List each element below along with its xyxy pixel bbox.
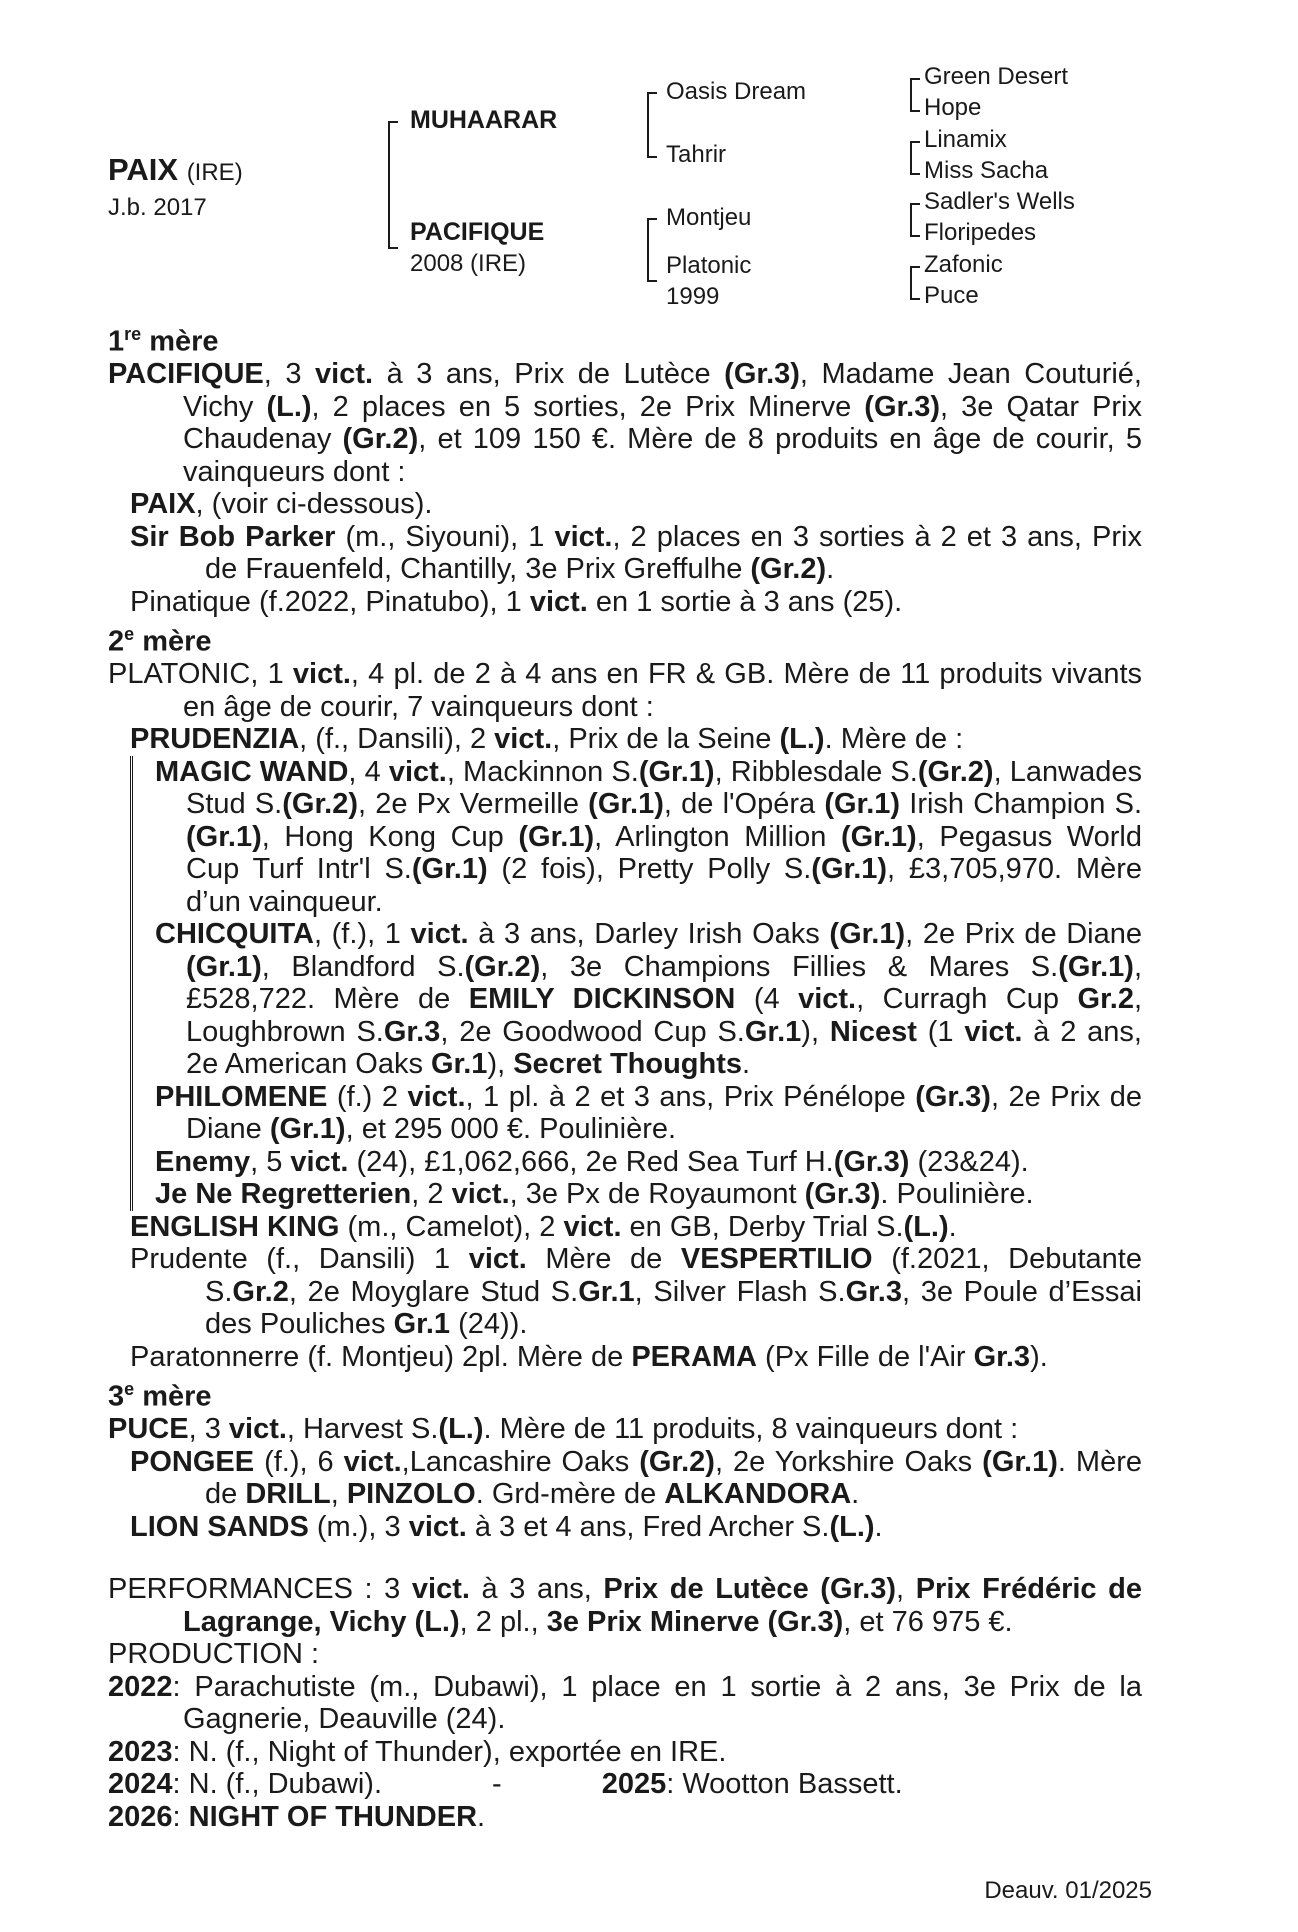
g3-sadlers-wells: Sadler's Wells	[924, 188, 1075, 215]
produce-paratonnerre: Paratonnerre (f. Montjeu) 2pl. Mère de PERAMA (Px Fille de l'Air Gr.3).	[130, 1340, 1048, 1373]
pedigree-bracket-1	[388, 121, 398, 249]
g3-zafonic: Zafonic	[924, 251, 1003, 278]
pedigree-bracket-2a	[647, 92, 657, 158]
produce-prudente: Prudente (f., Dansili) 1 vict. Mère de VESPERTILIO (f.2021, Debutante S.Gr.2, 2e Moyglare Stud S.Gr.1, Silver Flash S.Gr.3, 3e Poule d’Essai des Pouliches Gr.1 (24)).	[130, 1243, 1142, 1341]
pedigree-bracket-3d	[910, 266, 920, 300]
dam-name: PACIFIQUE	[410, 218, 545, 246]
first-dam-heading: 1re mère	[108, 324, 219, 358]
horse-description: J.b. 2017	[108, 194, 207, 221]
third-dam-text: PUCE, 3 vict., Harvest S.(L.). Mère de 11 produits, 8 vainqueurs dont :	[108, 1413, 1019, 1446]
g2-tahrir: Tahrir	[666, 141, 727, 168]
pedigree-bracket-3a	[910, 78, 920, 112]
g3-linamix: Linamix	[924, 126, 1007, 153]
production-2023: 2023: N. (f., Night of Thunder), exportée en IRE.	[108, 1735, 727, 1768]
g3-puce: Puce	[924, 282, 979, 309]
produce-enemy: Enemy, 5 vict. (24), £1,062,666, 2e Red Sea Turf H.(Gr.3) (23&24).	[130, 1146, 1142, 1179]
dam-info: 2008 (IRE)	[410, 250, 527, 277]
produce-paix: PAIX, (voir ci-dessous).	[130, 488, 433, 521]
produce-pinatique: Pinatique (f.2022, Pinatubo), 1 vict. en 1 sortie à 3 ans (25).	[130, 585, 903, 618]
produce-philomene: PHILOMENE (f.) 2 vict., 1 pl. à 2 et 3 ans, Prix Pénélope (Gr.3), 2e Prix de Diane (Gr.1), et 295 000 €. Poulinière.	[130, 1081, 1142, 1146]
performances: PERFORMANCES : 3 vict. à 3 ans, Prix de Lutèce (Gr.3), Prix Frédéric de Lagrange, Vichy (L.), 2 pl., 3e Prix Minerve (Gr.3), et 76 975 €.	[108, 1573, 1142, 1638]
third-dam-heading: 3e mère	[108, 1379, 212, 1413]
produce-sir-bob-parker: Sir Bob Parker (m., Siyouni), 1 vict., 2 places en 3 sorties à 2 et 3 ans, Prix de Frauenfeld, Chantilly, 3e Prix Greffulhe (Gr.2).	[130, 520, 1142, 586]
catalogue-entry	[108, 318, 1142, 1833]
catalogue-footer: Deauv. 01/2025	[984, 1877, 1152, 1904]
g3-green-desert: Green Desert	[924, 63, 1069, 90]
production-2022: 2022: Parachutiste (m., Dubawi), 1 place en 1 sortie à 2 ans, 3e Prix de la Gagnerie, Deauville (24).	[108, 1670, 1142, 1736]
production-2024-2025: 2024: N. (f., Dubawi). - 2025: Wootton Bassett.	[108, 1768, 903, 1801]
g3-miss-sacha: Miss Sacha	[924, 157, 1049, 184]
produce-lion-sands: LION SANDS (m.), 3 vict. à 3 et 4 ans, Fred Archer S.(L.).	[130, 1510, 883, 1543]
second-dam-text: PLATONIC, 1 vict., 4 pl. de 2 à 4 ans en FR & GB. Mère de 11 produits vivants en âge de courir, 7 vainqueurs dont :	[108, 658, 1142, 723]
produce-prudenzia: PRUDENZIA, (f., Dansili), 2 vict., Prix de la Seine (L.). Mère de :	[130, 723, 964, 756]
produce-english-king: ENGLISH KING (m., Camelot), 2 vict. en GB, Derby Trial S.(L.).	[130, 1210, 957, 1243]
pedigree-bracket-3b	[910, 141, 920, 175]
g3-floripedes: Floripedes	[924, 219, 1037, 246]
produce-pongee: PONGEE (f.), 6 vict.,Lancashire Oaks (Gr.2), 2e Yorkshire Oaks (Gr.1). Mère de DRILL, PINZOLO. Grd-mère de ALKANDORA.	[130, 1445, 1143, 1511]
g2-montjeu: Montjeu	[666, 204, 752, 231]
horse-name-text: PAIX	[108, 152, 179, 187]
second-dam-heading: 2e mère	[108, 624, 212, 658]
g2-oasis-dream: Oasis Dream	[666, 78, 807, 105]
g2-platonic-year: 1999	[666, 283, 720, 310]
produce-magic-wand: MAGIC WAND, 4 vict., Mackinnon S.(Gr.1), Ribblesdale S.(Gr.2), Lanwades Stud S.(Gr.2), 2e Px Vermeille (Gr.1), de l'Opéra (Gr.1) Irish Champion S.(Gr.1), Hong Kong Cup (Gr.1), Arlington Million (Gr.1), Pegasus World Cup Turf Intr'l S.(Gr.1) (2 fois), Pretty Polly S.(Gr.1), £3,705,970. Mère d’un vainqueur.	[130, 756, 1142, 919]
production-2026: 2026: NIGHT OF THUNDER.	[108, 1800, 486, 1833]
horse-name	[108, 152, 243, 188]
g2-platonic: Platonic	[666, 252, 752, 279]
sire-name: MUHAARAR	[410, 106, 558, 134]
horse-origin: (IRE)	[186, 159, 243, 186]
g3-hope: Hope	[924, 94, 982, 121]
production-heading: PRODUCTION :	[108, 1638, 320, 1671]
first-dam-text: PACIFIQUE, 3 vict. à 3 ans, Prix de Lutèce (Gr.3), Madame Jean Couturié, Vichy (L.), 2 places en 5 sorties, 2e Prix Minerve (Gr.3), 3e Qatar Prix Chaudenay (Gr.2), et 109 150 €. Mère de 8 produits en âge de courir, 5 vainqueurs dont :	[108, 358, 1142, 488]
pedigree-bracket-2b	[647, 218, 657, 282]
pedigree-bracket-3c	[910, 203, 920, 237]
produce-chicquita: CHICQUITA, (f.), 1 vict. à 3 ans, Darley Irish Oaks (Gr.1), 2e Prix de Diane (Gr.1), Blandford S.(Gr.2), 3e Champions Fillies & Mares S.(Gr.1), £528,722. Mère de EMILY DICKINSON (4 vict., Curragh Cup Gr.2, Loughbrown S.Gr.3, 2e Goodwood Cup S.Gr.1), Nicest (1 vict. à 2 ans, 2e American Oaks Gr.1), Secret Thoughts.	[130, 918, 1142, 1081]
produce-je-ne-regretterien: Je Ne Regretterien, 2 vict., 3e Px de Royaumont (Gr.3). Poulinière.	[130, 1178, 1142, 1211]
